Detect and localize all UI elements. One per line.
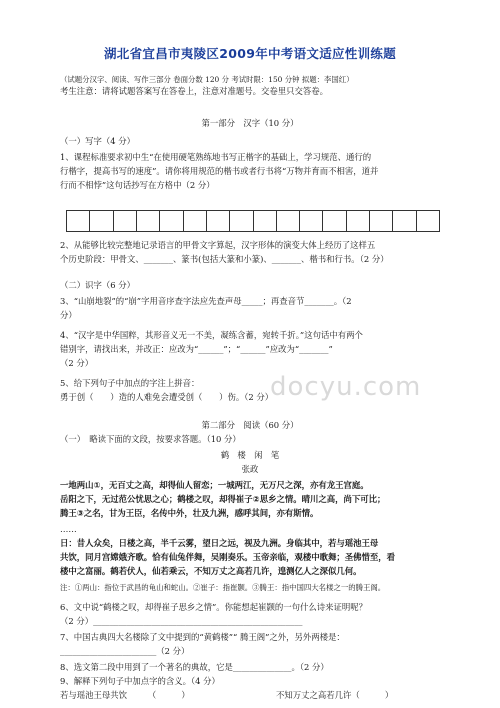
grid-cell[interactable] — [254, 211, 277, 231]
q3-line1: 3、“山崩地裂”的“崩”字用音序查字法应先查声母_____；再查音节_______。（2 — [60, 296, 352, 306]
q2-line1: 2、从能够比较完整地记录语言的甲骨文字算起，汉字形体的演变大体上经历了这样五 — [60, 240, 376, 250]
q9-item-a: 若与瑶池王母共饮 （ ） — [60, 690, 190, 700]
part2-section-1: （一） 略读下面的文段，按要求答题。（10 分） — [60, 434, 241, 444]
article-para1-line3: 腾王③之名，甘为王臣，名传中外，壮及九洲，感呼其间，亦有斯情。 — [60, 508, 319, 518]
grid-cell[interactable] — [300, 211, 323, 231]
article-para2-line2: 共饮，同月宫嫦娥齐歌。恰有仙兔伴舞，吴刚奏乐。玉帝亲临，观楼中歌舞；圣佛惜至，看 — [60, 552, 395, 562]
q5-line2: 勇于创（ ）造的人难免会遭受创（ ）伤。（2 分） — [60, 392, 274, 402]
grid-cell[interactable] — [207, 211, 230, 231]
part1-section-writing: （一）写字（4 分） — [60, 136, 135, 146]
article-title: 鹤 楼 闲 笔 — [220, 450, 280, 460]
grid-cell[interactable] — [277, 211, 300, 231]
exam-info: （试题分汉字、阅读、写作三部分 卷面分数 120 分 考试时限：150 分钟 拟题：李国红） — [60, 75, 354, 84]
article-para1-line1: 一地两山①，无百丈之高，却得仙人留恋；一城两江，无万尺之深，亦有龙王宫庭。 — [60, 480, 369, 490]
grid-cell[interactable] — [323, 211, 346, 231]
q5-line1: 5、给下列句子中加点的字注上拼音： — [60, 378, 200, 388]
grid-cell[interactable] — [67, 211, 90, 231]
article-para1-line2: 岳阳之下，无过范公忧思之心；鹤楼之叹，却得崔子②思乡之情。晴川之高，尚下可比； — [60, 494, 386, 504]
grid-cell[interactable] — [417, 211, 439, 231]
article-ellipsis: …… — [60, 524, 77, 534]
q1-line3: 行而不相悖”这句话抄写在方格中（2 分） — [60, 180, 215, 190]
q8: 8、选文第二段中用到了一个著名的典故，它是______________。（2 分） — [60, 662, 329, 672]
part1-section-reading-chars: （二）识字（6 分） — [60, 280, 135, 290]
grid-cell[interactable] — [393, 211, 416, 231]
grid-cell[interactable] — [230, 211, 253, 231]
article-para2-line1: 日：昔人众矣，日楼之高，半千云雾，望日之远，视及九洲。身临其中，若与瑶池王母 — [60, 538, 379, 548]
article-note: 注：①两山：指位于武昌的龟山和蛇山。②崔子：指崔颢。③腾王：指中国四大名楼之一的腾王阁。 — [60, 583, 386, 592]
exam-title: 湖北省宜昌市夷陵区2009年中考语文适应性训练题 — [104, 46, 396, 61]
q4-line2: 错别字，请找出来，并改正：应改为“______”；“______”应改为“_______” — [60, 344, 333, 354]
watermark: docyu.com — [270, 372, 422, 402]
grid-cell[interactable] — [347, 211, 370, 231]
q9-item-b: 不知万丈之高若几许（ ） — [276, 690, 394, 700]
grid-cell[interactable] — [137, 211, 160, 231]
q2-line2: 个历史阶段：甲骨文、_______、篆书(包括大篆和小篆)、_______、楷书和行书。（2 分） — [60, 254, 389, 264]
q6-line2: （2 分）__________________________________________________ — [60, 616, 303, 626]
grid-cell[interactable] — [160, 211, 183, 231]
q1-line2: 行楷字，提高书写的速度”。请你将用规范的楷书或者行书将“万物并育而不相害，道并 — [60, 166, 379, 176]
article-para2-line3: 楼中之富丽。鹤若伏人，仙若乘云，不知万丈之高若几许，遑测亿人之深似几何。 — [60, 566, 362, 576]
q6-line1: 6、文中说“鹤楼之叹，却得崔子思乡之情”。你能想起崔颢的一句什么诗来证明呢？ — [60, 602, 368, 612]
article-author: 张政 — [241, 464, 259, 474]
q1-line1: 1、课程标准要求初中生“在使用硬笔熟练地书写正楷字的基础上，学习规范、通行的 — [60, 152, 372, 162]
part2-heading: 第二部分 阅读（60 分） — [201, 420, 299, 430]
q9: 9、解释下列句子中加点字的含义。（4 分） — [60, 676, 220, 686]
q7-line1: 7、中国古典四大名楼除了文中提到的“黄鹤楼”“ 腾王阁”之外，另外两楼是： — [60, 632, 345, 642]
grid-cell[interactable] — [114, 211, 137, 231]
grid-cell[interactable] — [184, 211, 207, 231]
part1-heading: 第一部分 汉字（10 分） — [201, 118, 299, 128]
q3-line2: 分） — [60, 310, 77, 320]
grid-cell[interactable] — [370, 211, 393, 231]
q4-line1: 4、“汉字是中华国粹，其形音义无一不美，凝练含蓄，宛转千折。”这句话中有两个 — [60, 330, 363, 340]
grid-cell[interactable] — [90, 211, 113, 231]
q4-line3: （2 分） — [60, 358, 94, 368]
writing-grid[interactable] — [66, 210, 440, 232]
q7-line2: _______________________（2 分） — [60, 646, 190, 656]
exam-notice: 考生注意：请将试题答案写在答卷上，注意对准题号。交卷里只交答卷。 — [60, 86, 328, 96]
